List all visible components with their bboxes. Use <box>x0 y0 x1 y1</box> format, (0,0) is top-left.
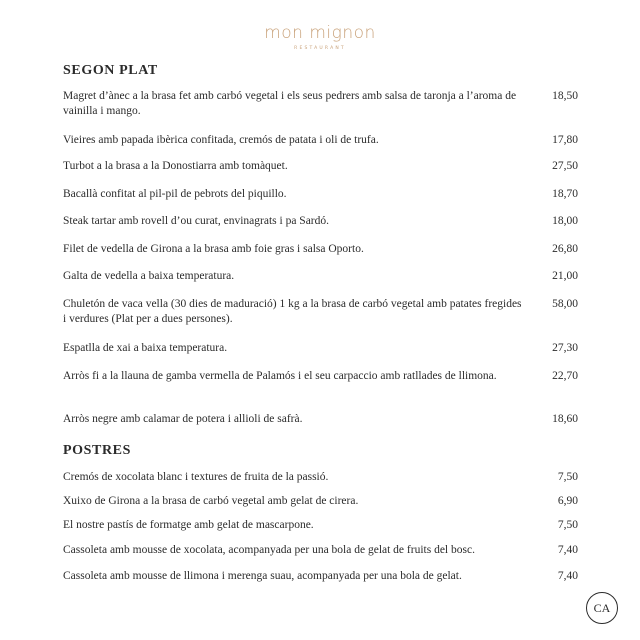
menu-item-description: Cremós de xocolata blanc i textures de fruita de la passió. <box>63 471 329 483</box>
menu-item-price: 58,00 <box>552 298 578 310</box>
menu-item-price: 7,50 <box>557 519 578 531</box>
menu-item-description: Galta de vedella a baixa temperatura. <box>63 270 235 282</box>
section-segon-plat <box>63 63 578 433</box>
menu-item-description: Cassoleta amb mousse de llimona i merenga suau, acompanyada per una bola de gelat. <box>63 570 462 582</box>
menu-item-description: Vieires amb papada ibèrica confitada, cremós de patata i oli de trufa. <box>63 134 379 146</box>
menu-item-description: Magret d’ànec a la brasa fet amb carbó vegetal i els seus pedrers amb salsa de taronja a l’aroma de vainilla i mango. <box>63 90 517 117</box>
menu-item-price: 18,50 <box>552 90 578 102</box>
menu-item-description: Filet de vedella de Girona a la brasa amb foie gras i salsa Oporto. <box>63 243 364 255</box>
menu-item-price: 22,70 <box>552 370 578 382</box>
menu-item-price: 6,90 <box>557 495 578 507</box>
restaurant-logo <box>0 24 640 51</box>
logo-name: mon mignon <box>264 23 376 43</box>
menu-item-description: Espatlla de xai a baixa temperatura. <box>63 342 228 354</box>
menu-item-price: 18,60 <box>552 413 578 425</box>
menu-item-description: Chuletón de vaca vella (30 dies de maduració) 1 kg a la brasa de carbó vegetal amb patates fregides i verdures (Plat per a dues persones). <box>63 298 522 325</box>
menu-item-price: 17,80 <box>552 134 578 146</box>
menu-item-price: 27,30 <box>552 342 578 354</box>
menu-item-description: Arròs fi a la llauna de gamba vermella de Palamós i el seu carpaccio amb ratllades de llimona. <box>63 370 497 382</box>
language-button[interactable]: CA <box>586 592 618 624</box>
menu-item-price: 26,80 <box>552 243 578 255</box>
menu-item-description: El nostre pastís de formatge amb gelat de mascarpone. <box>63 519 314 531</box>
menu-item-description: Cassoleta amb mousse de xocolata, acompanyada per una bola de gelat de fruits del bosc. <box>63 544 475 556</box>
menu-item-price: 7,40 <box>557 544 578 556</box>
menu-item-description: Arròs negre amb calamar de potera i allioli de safrà. <box>63 413 303 425</box>
menu-item-description: Steak tartar amb rovell d’ou curat, envinagrats i pa Sardó. <box>63 215 330 227</box>
menu-item-description: Turbot a la brasa a la Donostiarra amb tomàquet. <box>63 160 288 172</box>
section-title: SEGON PLAT <box>63 63 158 78</box>
menu-item-price: 27,50 <box>552 160 578 172</box>
menu-item-description: Bacallà confitat al pil-pil de pebrots del piquillo. <box>63 188 287 200</box>
menu-item-description: Xuixo de Girona a la brasa de carbó vegetal amb gelat de cirera. <box>63 495 359 507</box>
menu-item-price: 7,50 <box>557 471 578 483</box>
menu-item-price: 18,00 <box>552 215 578 227</box>
menu-item-price: 18,70 <box>552 188 578 200</box>
section-title: POSTRES <box>63 443 131 458</box>
menu-item-price: 7,40 <box>557 570 578 582</box>
section-postres <box>63 443 578 593</box>
menu-item-price: 21,00 <box>552 270 578 282</box>
logo-subtitle: RESTAURANT <box>294 46 346 51</box>
